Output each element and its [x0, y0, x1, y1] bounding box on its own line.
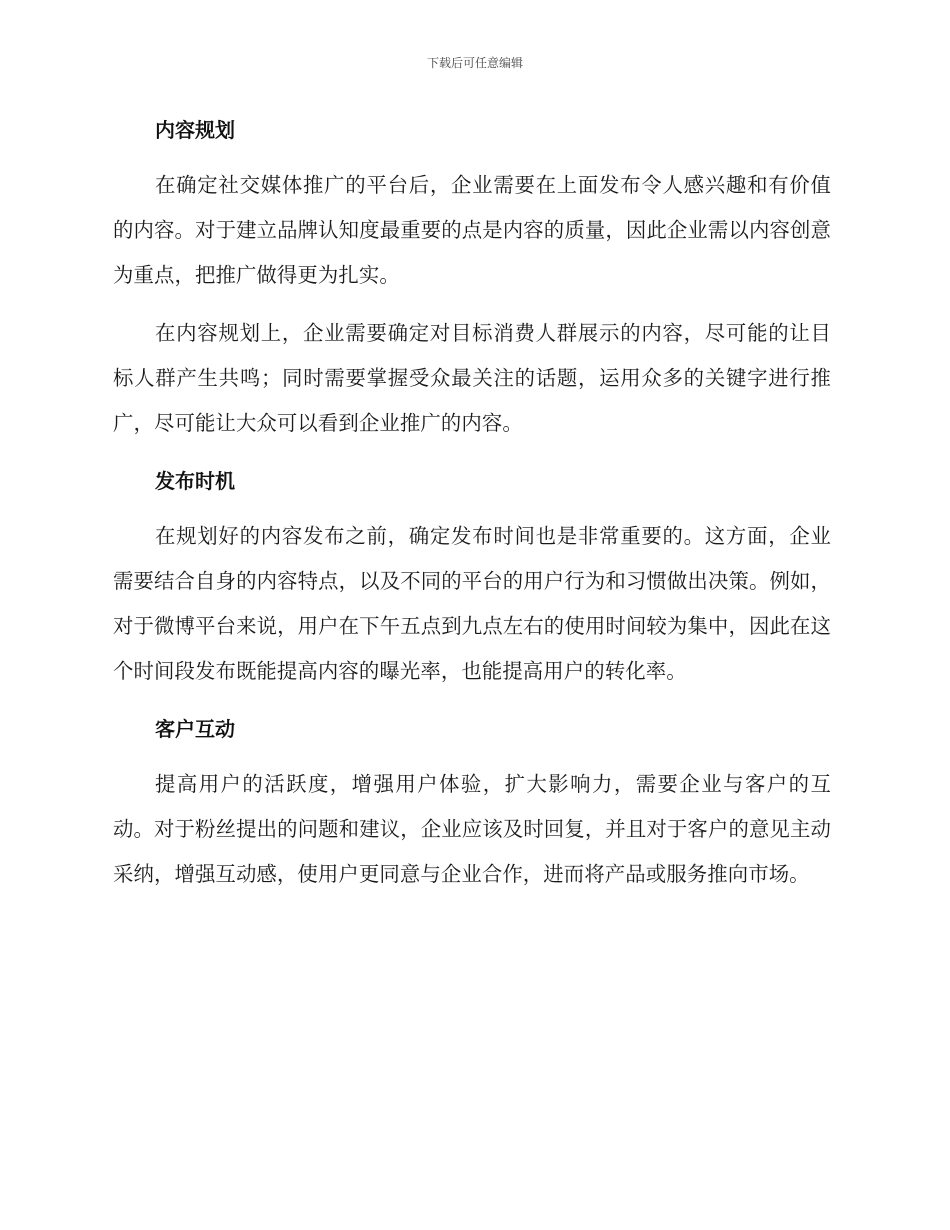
paragraph: 在规划好的内容发布之前，确定发布时间也是非常重要的。这方面，企业需要结合自身的内容特点，以及不同的平台的用户行为和习惯做出决策。例如，对于微博平台来说，用户在下午五点到九点左右的使用时间较为集中，因此在这个时间段发布既能提高内容的曝光率，也能提高用户的转化率。	[113, 524, 831, 683]
page-header: 下载后可任意编辑	[426, 56, 523, 70]
section-title: 发布时机	[155, 469, 235, 493]
document-body	[113, 108, 831, 897]
section-content-planning	[113, 108, 831, 446]
paragraph: 在内容规划上，企业需要确定对目标消费人群展示的内容，尽可能的让目标人群产生共鸣；同时需要掌握受众最关注的话题，运用众多的关键字进行推广，尽可能让大众可以看到企业推广的内容。	[113, 321, 831, 435]
section-publish-timing	[113, 459, 831, 694]
paragraph: 在确定社交媒体推广的平台后，企业需要在上面发布令人感兴趣和有价值的内容。对于建立品牌认知度最重要的点是内容的质量，因此企业需以内容创意为重点，把推广做得更为扎实。	[113, 173, 831, 287]
section-title: 内容规划	[155, 118, 235, 142]
paragraph: 提高用户的活跃度，增强用户体验，扩大影响力，需要企业与客户的互动。对于粉丝提出的问题和建议，企业应该及时回复，并且对于客户的意见主动采纳，增强互动感，使用户更同意与企业合作，进而将产品或服务推向市场。	[113, 772, 831, 886]
section-title: 客户互动	[155, 717, 235, 741]
section-customer-interaction	[113, 707, 831, 897]
